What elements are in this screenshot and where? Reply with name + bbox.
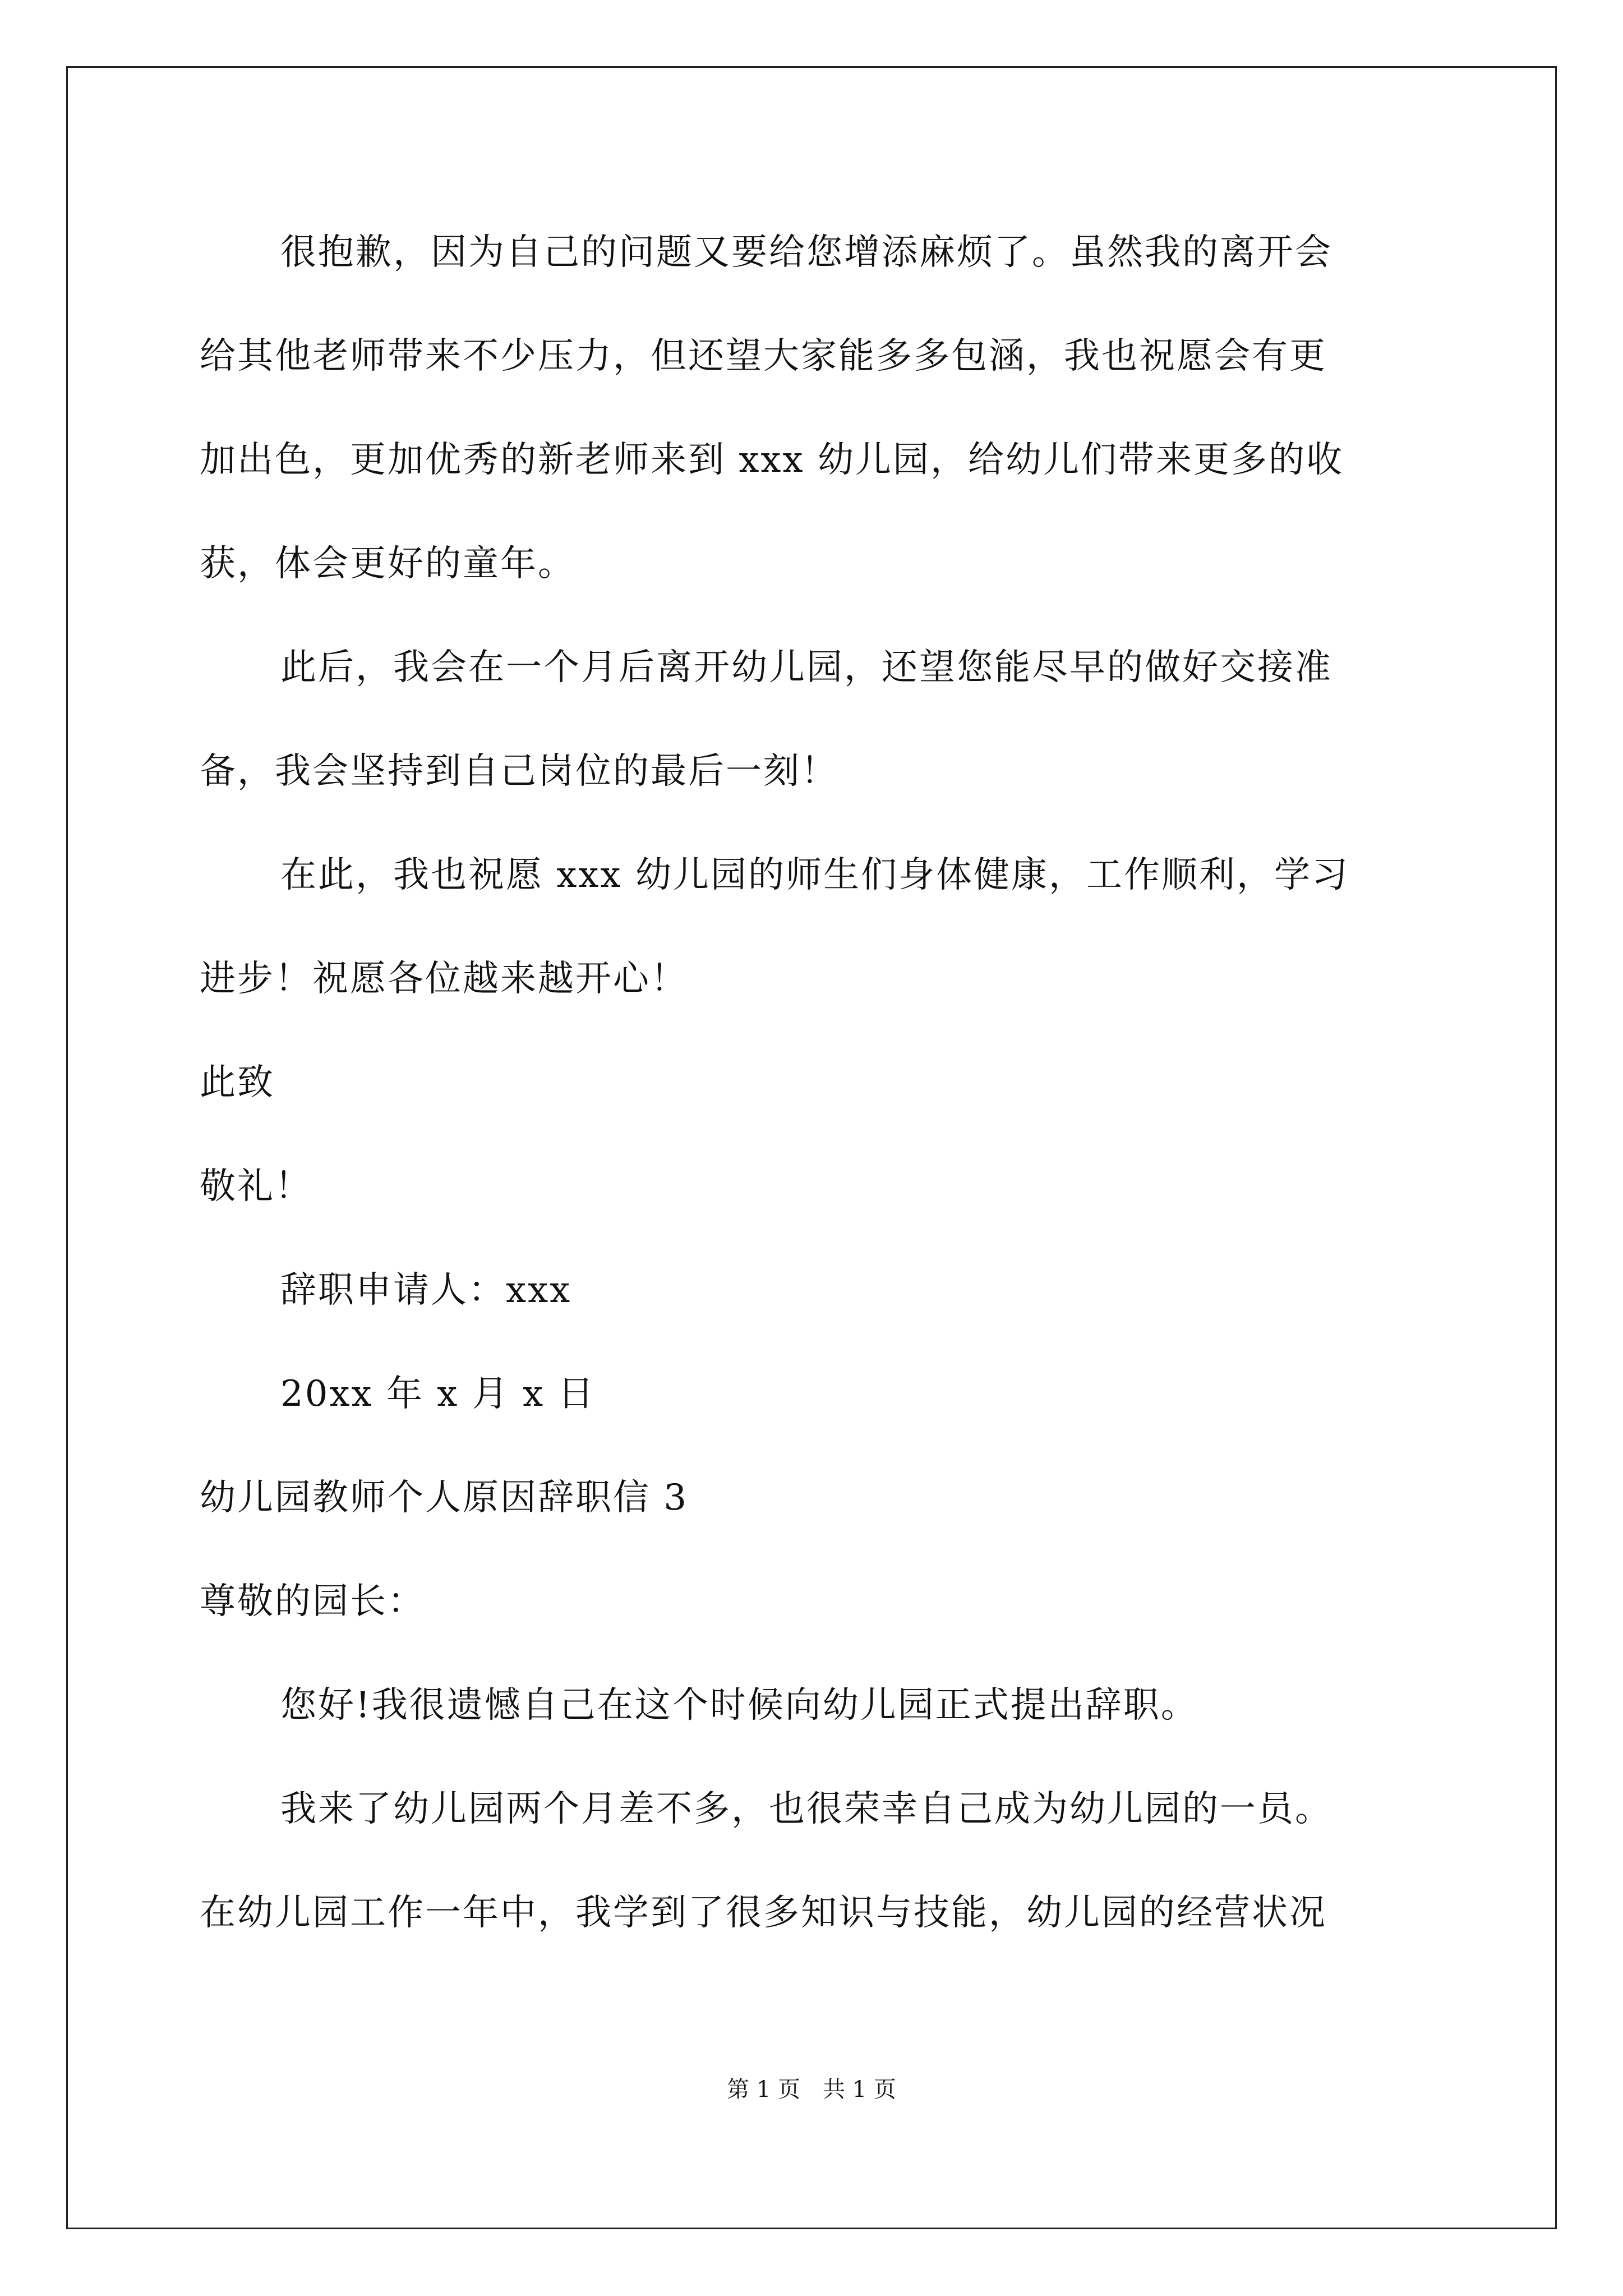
body-text-line: 给其他老师带来不少压力，但还望大家能多多包涵，我也祝愿会有更 [200,335,1327,377]
section-title: 幼儿园教师个人原因辞职信 3 [200,1477,689,1519]
body-text-line: 加出色，更加优秀的新老师来到 xxx 幼儿园，给幼儿们带来更多的收 [200,439,1344,481]
body-text-line: 很抱歉，因为自己的问题又要给您增添麻烦了。虽然我的离开会 [280,232,1332,273]
body-text-line: 我来了幼儿园两个月差不多，也很荣幸自己成为幼儿园的一员。 [280,1788,1332,1830]
body-text-line: 在幼儿园工作一年中，我学到了很多知识与技能，幼儿园的经营状况 [200,1892,1327,1934]
body-text-line: 您好!我很遗憾自己在这个时候向幼儿园正式提出辞职。 [280,1685,1198,1726]
greeting-line: 尊敬的园长： [200,1581,425,1622]
date-line: 20xx 年 x 月 x 日 [280,1373,596,1415]
body-text-line: 此后，我会在一个月后离开幼儿园，还望您能尽早的做好交接准 [280,647,1332,688]
page-footer: 第 1 页 共 1 页 [727,2077,896,2102]
body-text-line: 备，我会坚持到自己岗位的最后一刻！ [200,751,838,792]
body-text-line: 进步！祝愿各位越来越开心！ [200,958,688,1000]
signature-line: 辞职申请人：xxx [280,1269,572,1311]
closing-salutation: 此致 [200,1062,275,1103]
body-text-line: 获，体会更好的童年。 [200,543,575,585]
closing-regards: 敬礼！ [200,1166,312,1207]
body-text-line: 在此，我也祝愿 xxx 幼儿园的师生们身体健康，工作顺利，学习 [280,854,1349,896]
